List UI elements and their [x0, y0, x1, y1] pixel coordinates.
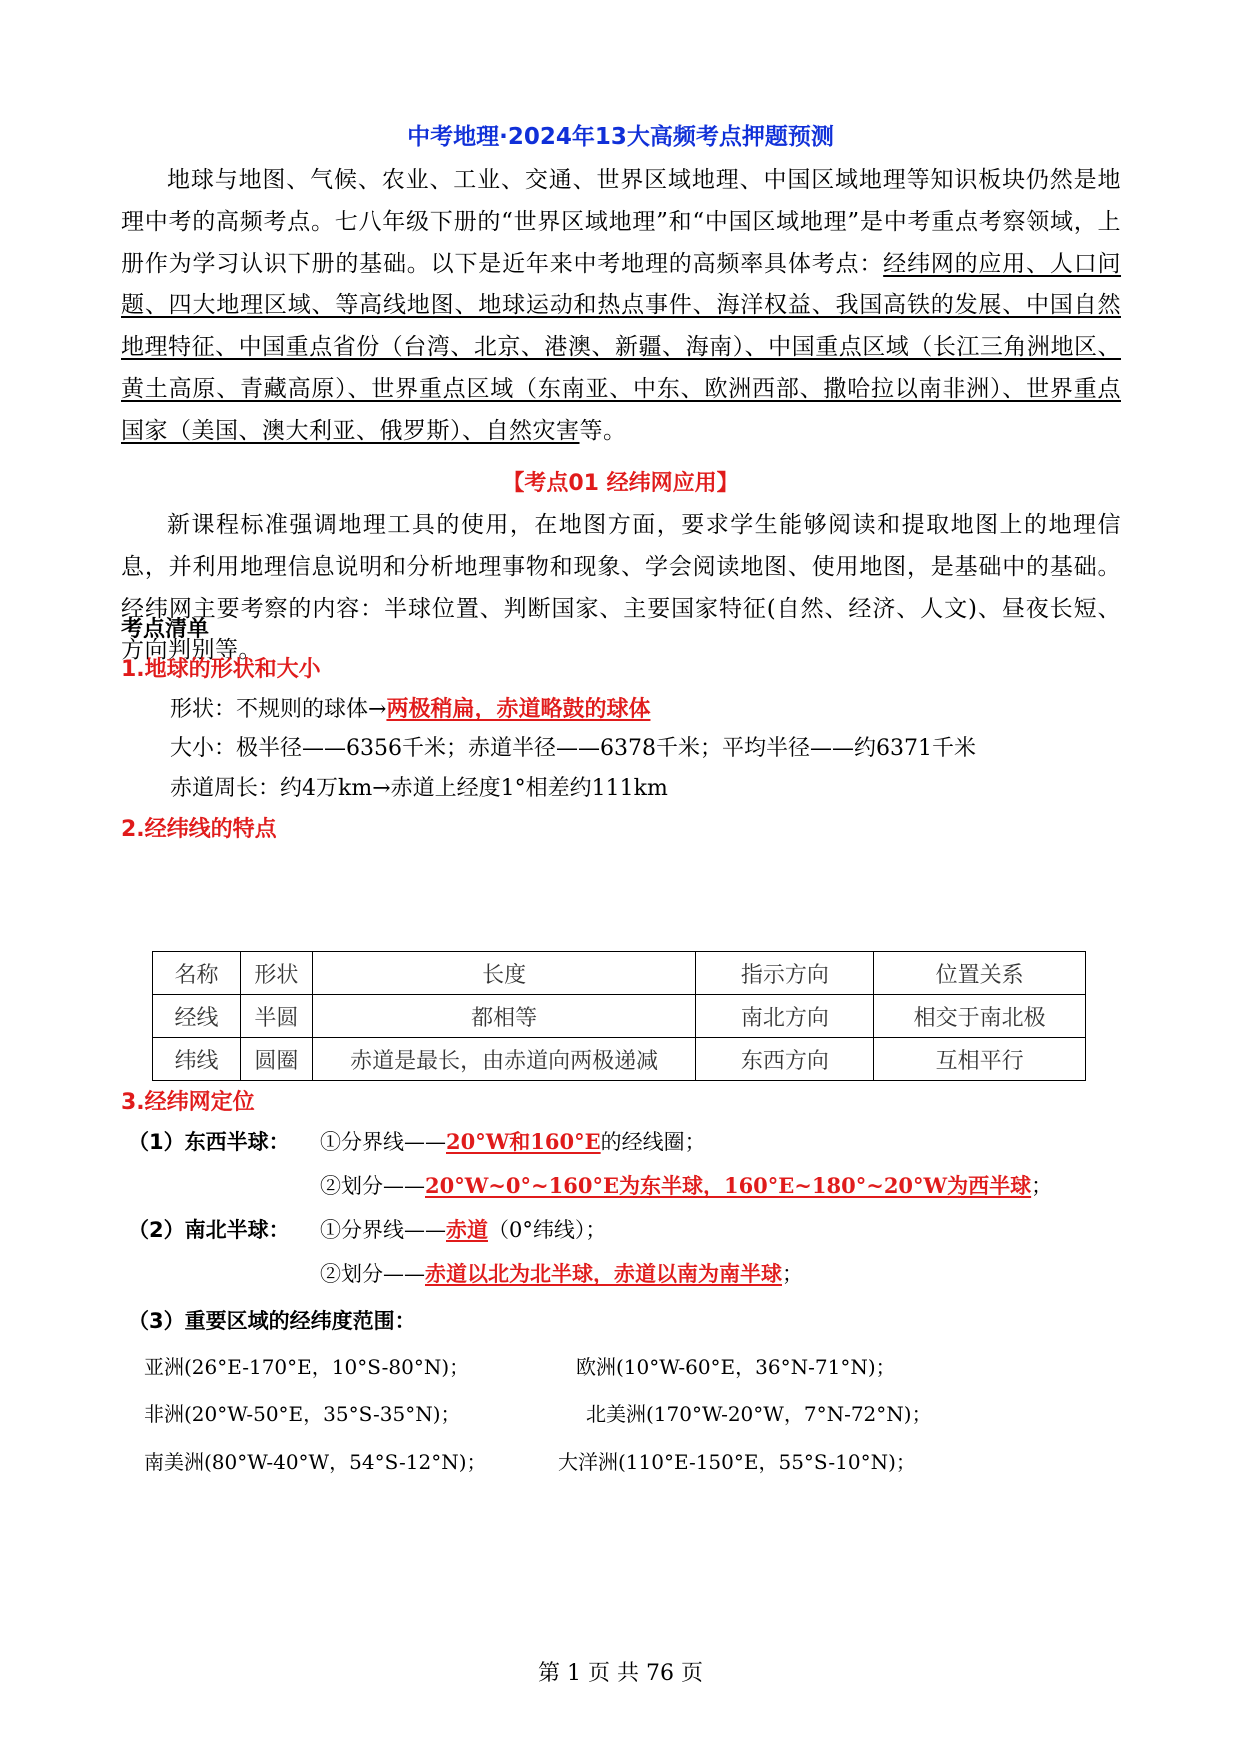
- ew-division-highlight: 20°W~0°~160°E为东半球，160°E~180°~20°W为西半球: [425, 1173, 1032, 1198]
- range-south-america: 南美洲(80°W-40°W，54°S-12°N)；: [144, 1450, 487, 1474]
- ns-hemisphere-label: [128, 1214, 290, 1244]
- heading-lines-features: 2.经纬线的特点: [121, 817, 277, 842]
- ns-boundary-suffix: （0°纬线）；: [488, 1218, 607, 1242]
- table-header-cell: 名称: [153, 952, 241, 995]
- size-line: 大小：极半径——6356千米；赤道半径——6378千米；平均半径——约6371千米: [170, 736, 976, 761]
- heading-earth-shape-size: 1.地球的形状和大小: [121, 657, 321, 682]
- table-cell: 东西方向: [696, 1038, 874, 1081]
- ns-boundary-line: [320, 1214, 606, 1244]
- document-title: 中考地理·2024年13大高频考点押题预测: [407, 124, 834, 150]
- table-header-cell: 指示方向: [696, 952, 874, 995]
- table-cell: 经线: [153, 995, 241, 1038]
- table-header-cell: 形状: [240, 952, 312, 995]
- lines-feature-table: [152, 951, 1086, 1081]
- table-header-cell: 位置关系: [874, 952, 1086, 995]
- ew-boundary-suffix: 的经线圈；: [600, 1130, 706, 1154]
- ns-boundary-prefix: ①分界线——: [320, 1218, 446, 1242]
- range-oceania: 大洋洲(110°E-150°E，55°S-10°N)；: [558, 1450, 916, 1474]
- range-africa: 非洲(20°W-50°E，35°S-35°N)；: [144, 1402, 461, 1426]
- ew-boundary-prefix: ①分界线——: [320, 1130, 446, 1154]
- table-cell: 赤道是最长，由赤道向两极递减: [312, 1038, 696, 1081]
- ranges-label-text: （3）重要区域的经纬度范围：: [128, 1309, 416, 1333]
- shape-highlight: 两极稍扁，赤道略鼓的球体: [386, 696, 651, 722]
- intro-paragraph: [121, 160, 1121, 453]
- ew-boundary-highlight: 20°W和160°E: [446, 1129, 601, 1154]
- table-cell: 互相平行: [874, 1038, 1086, 1081]
- table-row: [153, 1038, 1086, 1081]
- section-title: 【考点01 经纬网应用】: [502, 471, 739, 496]
- table-cell: 圆圈: [240, 1038, 312, 1081]
- ns-boundary-highlight: 赤道: [446, 1217, 488, 1242]
- ns-division-suffix: ；: [782, 1262, 803, 1286]
- ew-label-text: （1）东西半球：: [128, 1130, 290, 1154]
- page-number-footer: 第 1 页 共 76 页: [538, 1661, 703, 1686]
- range-north-america: 北美洲(170°W-20°W，7°N-72°N)；: [586, 1402, 932, 1426]
- intro-end: 等。: [579, 417, 627, 444]
- table-cell: 相交于南北极: [874, 995, 1086, 1038]
- checklist-heading: 考点清单: [121, 617, 210, 642]
- table-row: [153, 995, 1086, 1038]
- table-header-cell: 长度: [312, 952, 696, 995]
- table-cell: 南北方向: [696, 995, 874, 1038]
- ns-label-text: （2）南北半球：: [128, 1218, 290, 1242]
- circumference-line: 赤道周长：约4万km→赤道上经度1°相差约111km: [170, 776, 668, 801]
- ranges-heading: [128, 1305, 416, 1335]
- ew-division-prefix: ②划分——: [320, 1174, 425, 1198]
- ew-division-suffix: ；: [1031, 1174, 1053, 1198]
- ew-hemisphere-label: [128, 1126, 290, 1156]
- shape-line: [170, 692, 650, 723]
- intro-underlined-topics: 经纬网的应用、人口问题、四大地理区域、等高线地图、地球运动和热点事件、海洋权益、我国高铁的发展、中国自然地理特征、中国重点省份（台湾、北京、港澳、新疆、海南）、中国重点区域（长江三角洲地区、黄土高原、青藏高原）、世界重点区域（东南亚、中东、欧洲西部、撒哈拉以南非洲）、世界重点国家（美国、澳大利亚、俄罗斯）、自然灾害: [121, 250, 1122, 444]
- table-cell: 纬线: [153, 1038, 241, 1081]
- ew-boundary-line: [320, 1126, 706, 1156]
- range-asia: 亚洲(26°E-170°E，10°S-80°N)；: [144, 1355, 470, 1379]
- table-header-row: [153, 952, 1086, 995]
- ew-division-line: [320, 1170, 1052, 1200]
- ns-division-line: [320, 1258, 803, 1288]
- heading-grid-positioning: 3.经纬网定位: [121, 1090, 255, 1115]
- table-cell: 半圆: [240, 995, 312, 1038]
- section-intro: 新课程标准强调地理工具的使用，在地图方面，要求学生能够阅读和提取地图上的地理信息，并利用地理信息说明和分析地理事物和现象、学会阅读地图、使用地图，是基础中的基础。经纬网主要考察的内容：半球位置、判断国家、主要国家特征(自然、经济、人文)、昼夜长短、方向判别等。: [121, 512, 1121, 664]
- table-cell: 都相等: [312, 995, 696, 1038]
- ns-division-prefix: ②划分——: [320, 1262, 425, 1286]
- intro-text: 地球与地图、气候、农业、工业、交通、世界区域地理、中国区域地理等知识板块仍然是地理中考的高频考点。七八年级下册的“世界区域地理”和“中国区域地理”是中考重点考察领域，上册作为学习认识下册的基础。以下是近年来中考地理的高频率具体考点：: [121, 167, 1121, 277]
- shape-prefix: 形状：不规则的球体→: [170, 697, 387, 722]
- ns-division-highlight: 赤道以北为北半球，赤道以南为南半球: [425, 1261, 782, 1286]
- range-europe: 欧洲(10°W-60°E，36°N-71°N)；: [576, 1355, 896, 1379]
